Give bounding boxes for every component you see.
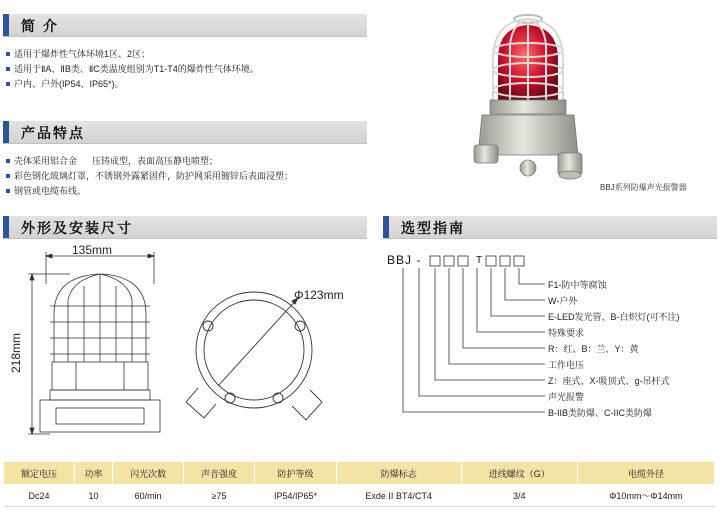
selection-item: E-LED发光管、B-白炽灯(可不注) [548,312,680,322]
spec-table [3,461,715,507]
section-title-features: 产品特点 [21,125,85,141]
col-header: 进线螺纹（G） [461,462,577,485]
selection-item: W-户外 [548,296,578,306]
bullet-icon [6,159,10,163]
intro-item: 户内、户外(IP54、IP65*)。 [6,78,124,90]
bullet-icon [6,67,10,71]
selection-item: 特殊要求 [548,328,585,338]
bullet-icon [6,52,10,56]
table-cell: 10 [74,485,112,507]
table-cell: ≥75 [184,485,255,507]
diameter-dimension: Φ123mm [294,288,344,302]
table-cell: IP54/IP65* [255,485,337,507]
col-header: 电缆外径 [577,462,714,485]
feature-item: 彩色钢化玻璃灯罩，不锈钢外露紧固件，防护网采用镀锌后表面浸塑； [6,170,293,182]
header-accent-bar [3,14,9,36]
col-header: 防爆标志 [336,462,461,485]
selection-item: Z：座式、X-吸顶式、g-吊杆式 [548,376,670,386]
table-row [4,485,715,507]
table-cell: Exde II BT4/CT4 [336,485,461,507]
header-accent-bar [383,216,389,238]
intro-item: 适用于ⅡA、ⅡB类、ⅡC类温度组别为T1-T4的爆炸性气体环境。 [6,63,259,75]
section-header-guide [383,216,717,239]
selection-item: 工作电压 [548,360,585,370]
selection-leader-lines [395,268,555,418]
col-header: 闪光次数 [113,462,184,485]
header-accent-bar [3,121,9,143]
table-cell: Φ10mm～Φ14mm [577,485,714,507]
table-header-row [4,462,715,485]
table-cell: 60/min [113,485,184,507]
bullet-icon [6,174,10,178]
table-cell: Dc24 [4,485,75,507]
width-dimension: 135mm [72,243,113,257]
col-header: 功率 [74,462,112,485]
section-header-features [3,121,367,144]
model-code-prefix: BBJ - [387,253,422,267]
section-title-guide: 选型指南 [401,220,465,236]
feature-item: 钢管或电缆布线。 [6,185,86,197]
section-title-dims: 外形及安装尺寸 [21,220,133,236]
col-header: 防护等级 [255,462,337,485]
model-code-mid: T [476,255,484,266]
section-header-dims [3,216,367,239]
table-cell: 3/4 [461,485,577,507]
bullet-icon [6,82,10,86]
product-caption: BBJ系列防爆声光报警器 [600,183,687,192]
feature-item: 壳体采用铝合金 压铸成型，表面高压静电喷塑； [6,155,218,167]
intro-item: 适用于爆炸性气体环境1区、2区； [6,48,150,60]
selection-item: R：红、B：兰、Y：黄 [548,344,639,354]
selection-item: 声光报警 [548,392,585,402]
selection-item: B-IIB类防爆、C-IIC类防爆 [548,408,653,418]
section-title-intro: 简 介 [21,18,59,34]
selection-item: F1-防中等腐蚀 [548,280,607,290]
col-header: 额定电压 [4,462,75,485]
section-header-intro [3,14,367,37]
front-view-drawing [10,244,170,444]
bullet-icon [6,189,10,193]
product-image [460,5,610,190]
col-header: 声音强度 [184,462,255,485]
height-dimension: 218mm [9,332,24,374]
header-accent-bar [3,216,9,238]
